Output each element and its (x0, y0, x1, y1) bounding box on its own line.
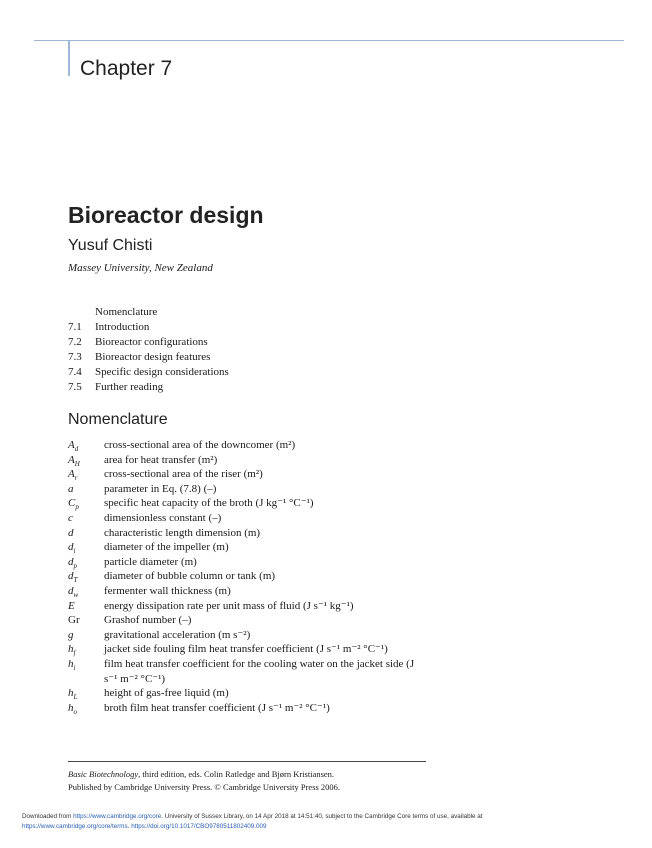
nomenclature-symbol (68, 526, 104, 541)
chapter-side-rule (68, 40, 70, 76)
nomenclature-definition: parameter in Eq. (7.8) (–) (104, 482, 217, 495)
nomenclature-symbol (68, 628, 104, 643)
symbol-base: a (68, 482, 74, 495)
nomenclature-entry (68, 584, 428, 599)
footnote-rule (68, 761, 426, 762)
cambridge-core-link[interactable]: https://www.cambridge.org/core (73, 813, 162, 820)
nomenclature-entry (68, 642, 428, 657)
symbol-base: h (68, 701, 74, 714)
symbol-subscript: w (73, 591, 79, 600)
nomenclature-symbol (68, 701, 104, 716)
symbol-subscript: p (75, 503, 79, 512)
toc-item-number: 7.5 (68, 381, 82, 393)
symbol-base: E (68, 599, 75, 612)
symbol-subscript: o (73, 707, 77, 716)
chapter-label: Chapter 7 (80, 57, 173, 80)
symbol-base: d (68, 526, 74, 539)
nomenclature-symbol (68, 540, 104, 555)
nomenclature-entry (68, 482, 428, 497)
nomenclature-definition: Grashof number (–) (104, 614, 192, 627)
symbol-base: d (68, 555, 74, 568)
nomenclature-definition: gravitational acceleration (m s⁻²) (104, 628, 251, 641)
symbol-subscript: H (74, 459, 80, 468)
symbol-base: A (68, 453, 75, 466)
author-affiliation: Massey University, New Zealand (68, 262, 213, 274)
nomenclature-entry (68, 540, 428, 555)
nomenclature-symbol (68, 453, 104, 468)
nomenclature-entry (68, 628, 428, 643)
symbol-base: A (68, 468, 75, 481)
symbol-subscript: d (74, 445, 79, 454)
toc-item-label: Bioreactor design features (95, 351, 211, 363)
nomenclature-entry (68, 511, 428, 526)
footnote-line-2: Published by Cambridge University Press. © Cambridge University Press 2006. (68, 781, 341, 792)
edition-info: , third edition, eds. Colin Ratledge and Bjørn Kristiansen. (138, 769, 335, 779)
nomenclature-definition: dimensionless constant (–) (104, 511, 222, 524)
symbol-base: Gr (68, 614, 80, 627)
nomenclature-symbol (68, 496, 104, 511)
nomenclature-symbol (68, 555, 104, 570)
nomenclature-entry (68, 453, 428, 468)
nomenclature-definition: characteristic length dimension (m) (104, 526, 261, 539)
toc-item-label: Bioreactor configurations (95, 336, 208, 348)
nomenclature-symbol (68, 482, 104, 497)
page-title: Bioreactor design (68, 202, 264, 228)
nomenclature-definition: particle diameter (m) (104, 555, 197, 568)
symbol-base: A (68, 439, 75, 451)
symbol-subscript: i (73, 664, 76, 673)
nomenclature-symbol (68, 584, 104, 599)
nomenclature-entry (68, 555, 428, 570)
nomenclature-entry (68, 526, 428, 541)
toc-item-label: Introduction (95, 321, 150, 333)
download-notice (22, 812, 622, 832)
toc-item-number: 7.1 (68, 321, 82, 333)
symbol-base: d (68, 570, 74, 583)
nomenclature-symbol (68, 569, 104, 584)
nomenclature-list (68, 438, 428, 715)
nomenclature-definition: film heat transfer coefficient for the cooling water on the jacket side (J s⁻¹ m⁻² °C⁻¹) (104, 657, 415, 685)
nomenclature-definition: broth film heat transfer coefficient (J s⁻¹ m⁻² °C⁻¹) (104, 701, 330, 714)
symbol-subscript: p (73, 561, 77, 570)
nomenclature-entry (68, 496, 428, 511)
nomenclature-definition: fermenter wall thickness (m) (104, 584, 231, 597)
toc-item-number: 7.3 (68, 351, 82, 363)
nomenclature-entry (68, 686, 428, 701)
symbol-subscript: f (73, 649, 76, 658)
symbol-base: h (68, 643, 74, 656)
nomenclature-entry (68, 569, 428, 584)
nomenclature-definition: diameter of bubble column or tank (m) (104, 570, 276, 583)
footnote (68, 768, 340, 793)
toc-item-number: 7.4 (68, 366, 82, 378)
nomenclature-entry (68, 657, 428, 686)
nomenclature-definition: cross-sectional area of the downcomer (m²) (104, 439, 296, 451)
nomenclature-entry (68, 599, 428, 614)
symbol-base: h (68, 657, 74, 670)
nomenclature-definition: cross-sectional area of the riser (m²) (104, 468, 263, 481)
nomenclature-symbol (68, 467, 104, 482)
toc-item-number: 7.2 (68, 336, 82, 348)
nomenclature-definition: energy dissipation rate per unit mass of fluid (J s⁻¹ kg⁻¹) (104, 599, 354, 612)
nomenclature-symbol (68, 511, 104, 526)
symbol-base: d (68, 541, 74, 554)
toc-item-label: Nomenclature (95, 306, 158, 318)
footnote-line-1 (68, 768, 340, 781)
download-terms-text: . University of Sussex Library, on 14 Apr 2018 at 14:51:40, subject to the Cambridge Core terms of use, available at (161, 813, 483, 820)
nomenclature-entry (68, 438, 428, 453)
nomenclature-definition: specific heat capacity of the broth (J kg⁻¹ °C⁻¹) (104, 497, 314, 510)
symbol-base: c (68, 511, 73, 524)
nomenclature-symbol (68, 438, 104, 453)
nomenclature-symbol (68, 657, 104, 686)
nomenclature-definition: height of gas-free liquid (m) (104, 687, 229, 700)
nomenclature-entry (68, 701, 428, 716)
link-separator: . (127, 823, 132, 830)
symbol-subscript: T (73, 576, 78, 585)
terms-link[interactable]: https://www.cambridge.org/core/terms (22, 823, 128, 830)
author-name: Yusuf Chisti (68, 237, 153, 254)
symbol-base: h (68, 687, 74, 700)
symbol-subscript: L (73, 693, 78, 702)
nomenclature-symbol (68, 613, 104, 628)
top-rule (34, 40, 624, 41)
symbol-subscript: r (74, 474, 78, 483)
nomenclature-definition: jacket side fouling film heat transfer coefficient (J s⁻¹ m⁻² °C⁻¹) (104, 643, 388, 656)
symbol-subscript: i (73, 547, 76, 556)
nomenclature-heading: Nomenclature (68, 411, 168, 428)
book-title: Basic Biotechnology (68, 769, 139, 779)
nomenclature-entry (68, 467, 428, 482)
nomenclature-symbol (68, 686, 104, 701)
nomenclature-symbol (68, 599, 104, 614)
nomenclature-definition: area for heat transfer (m²) (104, 453, 218, 466)
doi-link[interactable]: https://doi.org/10.1017/CBO9780511802409.009 (131, 823, 267, 830)
toc-item-label: Further reading (95, 381, 164, 393)
symbol-base: g (68, 628, 74, 641)
nomenclature-symbol (68, 642, 104, 657)
symbol-base: C (68, 497, 76, 510)
nomenclature-definition: diameter of the impeller (m) (104, 541, 229, 554)
download-prefix: Downloaded from (22, 813, 74, 820)
toc-item-label: Specific design considerations (95, 366, 229, 378)
nomenclature-entry (68, 613, 428, 628)
symbol-base: d (68, 584, 74, 597)
